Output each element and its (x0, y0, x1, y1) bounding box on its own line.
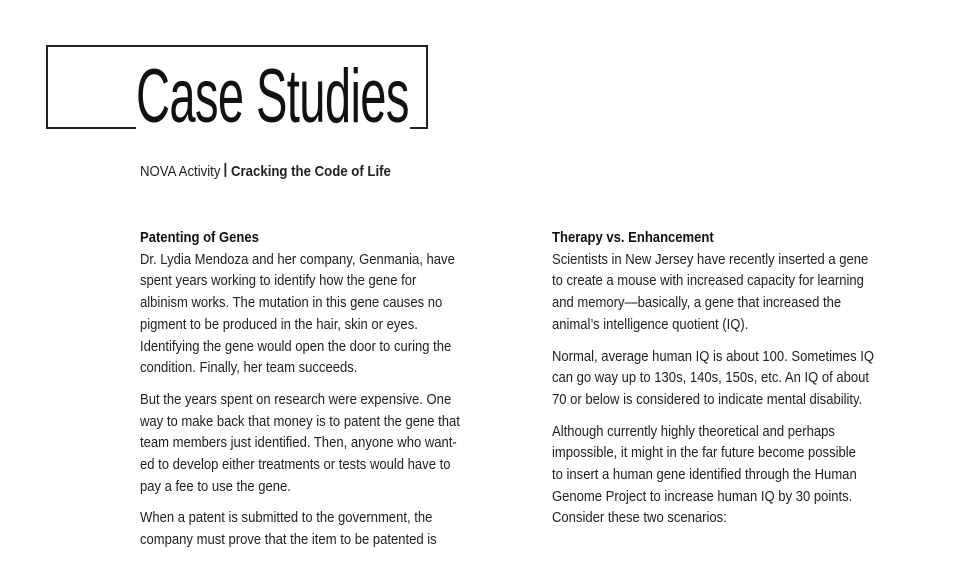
text-line: Identifying the gene would open the door to curing the (140, 337, 452, 355)
text-line: spent years working to identify how the gene for (140, 272, 417, 290)
text-line: But the years spent on research were expensive. One (140, 390, 452, 408)
text-line: pigment to be produced in the hair, skin or eyes. (140, 315, 418, 333)
case-study-patenting (140, 227, 484, 561)
text-line: condition. Finally, her team succeeds. (140, 359, 358, 377)
activity-subtitle (140, 162, 391, 182)
text-line: Although currently highly theoretical and perhaps (552, 422, 835, 440)
text-line: ed to develop either treatments or tests would have to (140, 456, 451, 474)
text-line: Normal, average human IQ is about 100. Sometimes IQ (552, 347, 875, 365)
text-line: and memory—basically, a gene that increased the (552, 294, 842, 312)
subtitle-separator (225, 163, 227, 177)
text-line: pay a fee to use the gene. (140, 477, 291, 495)
text-line: Dr. Lydia Mendoza and her company, Genmania, have (140, 250, 455, 268)
text-line: When a patent is submitted to the government, the (140, 509, 433, 527)
paragraph (552, 421, 896, 530)
paragraph (140, 389, 484, 498)
text-line: animal’s intelligence quotient (IQ). (552, 315, 749, 333)
text-line: team members just identified. Then, anyone who want- (140, 434, 457, 452)
text-line: impossible, it might in the far future become possible (552, 444, 856, 462)
paragraph (140, 249, 484, 379)
text-line: company must prove that the item to be patented is (140, 531, 437, 549)
paragraph (552, 346, 896, 411)
text-line: 70 or below is considered to indicate mental disability. (552, 390, 863, 408)
page-title: Case Studies (136, 52, 410, 142)
paragraph (140, 507, 484, 550)
text-line: Consider these two scenarios: (552, 509, 727, 527)
text-line: albinism works. The mutation in this gene causes no (140, 294, 443, 312)
text-line: can go way up to 130s, 140s, 150s, etc. An IQ of about (552, 369, 870, 387)
paragraph (552, 249, 896, 336)
section-heading: Patenting of Genes (140, 229, 259, 246)
text-line: Scientists in New Jersey have recently inserted a gene (552, 250, 869, 268)
text-line: to create a mouse with increased capacity for learning (552, 272, 864, 290)
text-line: to insert a human gene identified through the Human (552, 466, 857, 484)
activity-label: NOVA Activity (140, 163, 221, 180)
section-heading: Therapy vs. Enhancement (552, 229, 714, 246)
text-line: Genome Project to increase human IQ by 30 points. (552, 487, 853, 505)
text-line: way to make back that money is to patent the gene that (140, 412, 460, 430)
case-study-therapy (552, 227, 896, 539)
program-title: Cracking the Code of Life (231, 163, 391, 180)
